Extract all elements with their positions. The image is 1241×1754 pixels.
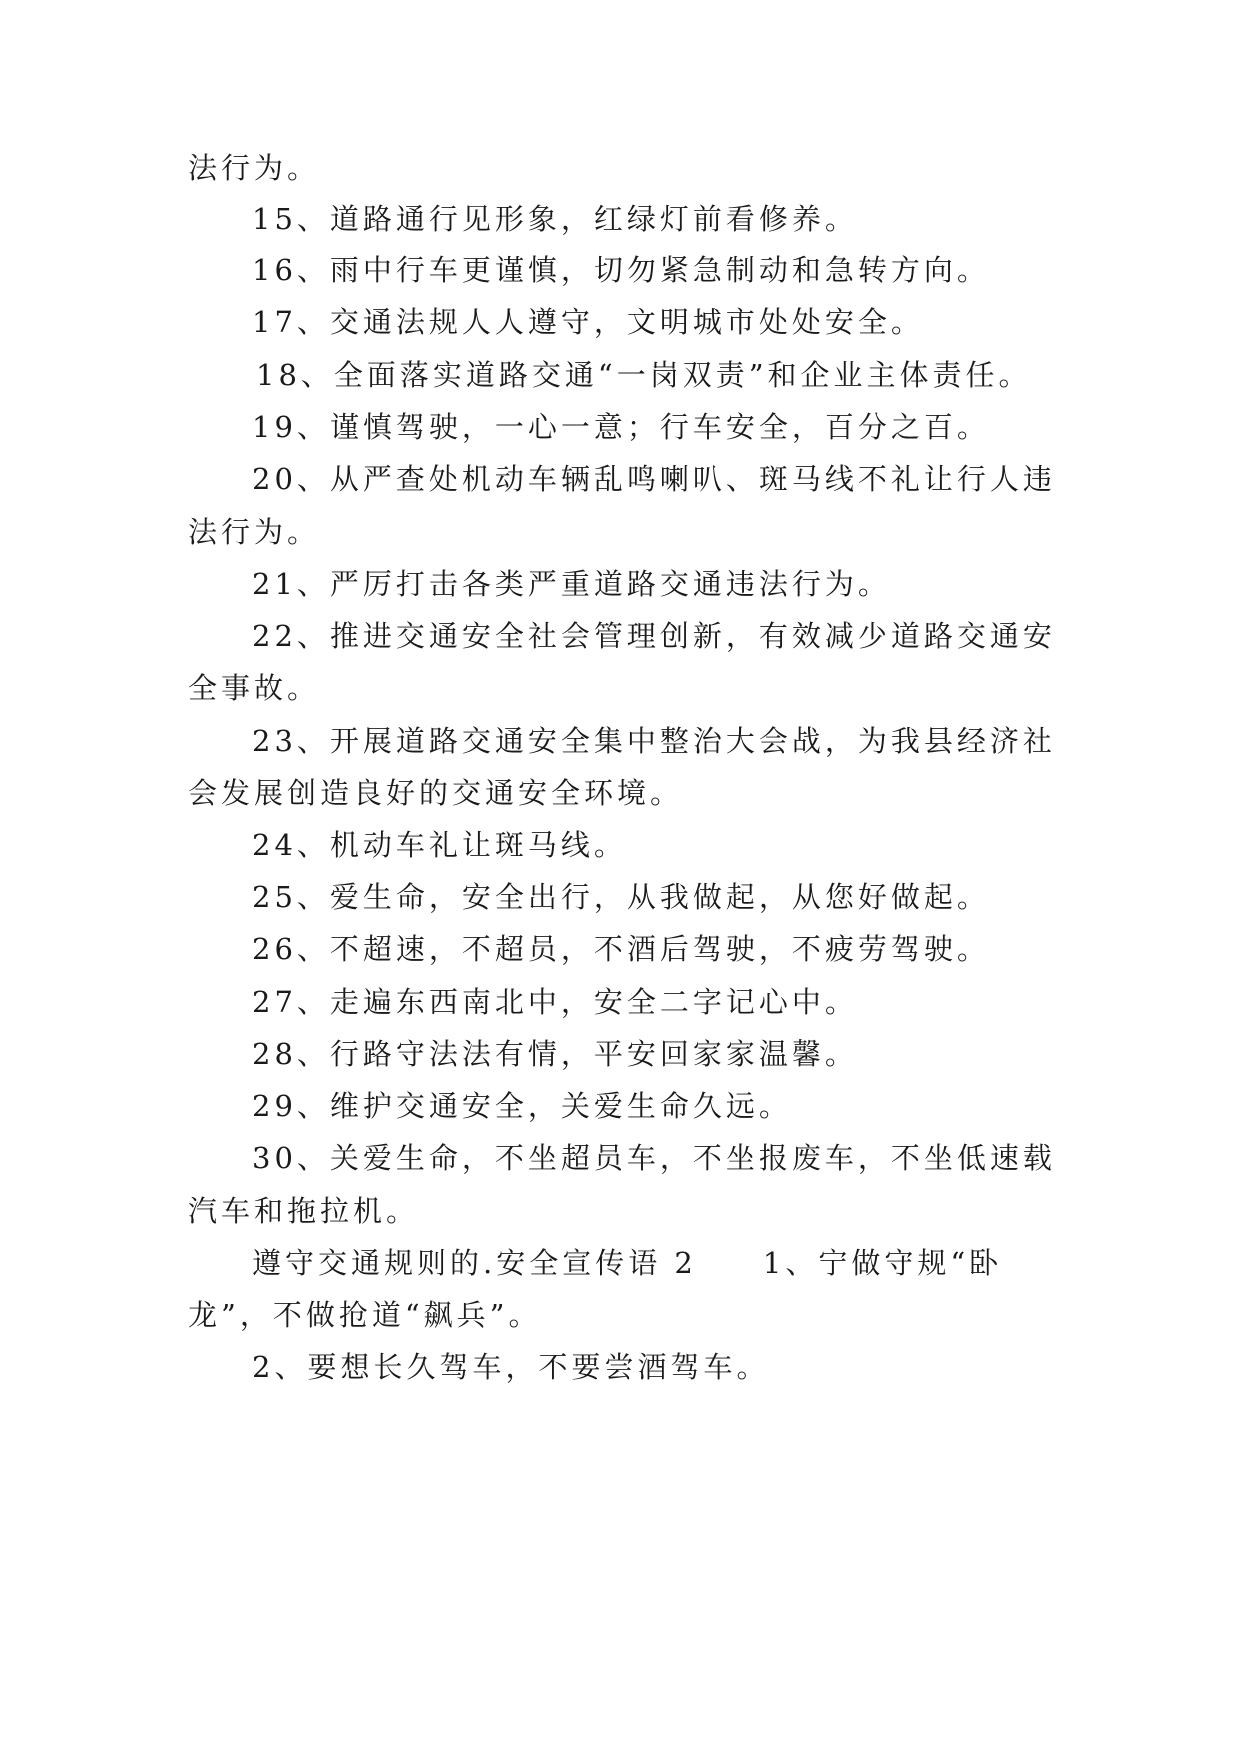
text-line: 22、推进交通安全社会管理创新，有效减少道路交通安 bbox=[252, 619, 1056, 653]
text-line: 25、爱生命，安全出行，从我做起，从您好做起。 bbox=[252, 880, 990, 914]
text-line: 龙”，不做抢道“飙兵”。 bbox=[188, 1298, 542, 1332]
text-line: 26、不超速，不超员，不酒后驾驶，不疲劳驾驶。 bbox=[252, 932, 990, 966]
text-line: 21、严厉打击各类严重道路交通违法行为。 bbox=[252, 567, 891, 601]
text-line: 24、机动车礼让斑马线。 bbox=[252, 828, 627, 862]
text-line: 28、行路守法法有情，平安回家家温馨。 bbox=[252, 1037, 858, 1071]
text-line: 17、交通法规人人遵守，文明城市处处安全。 bbox=[252, 305, 924, 339]
text-line: 汽车和拖拉机。 bbox=[188, 1194, 420, 1228]
text-line: 18、全面落实道路交通“一岗双责”和企业主体责任。 bbox=[256, 358, 1032, 392]
text-line: 20、从严查处机动车辆乱鸣喇叭、斑马线不礼让行人违 bbox=[252, 462, 1056, 496]
text-line: 15、道路通行见形象，红绿灯前看修养。 bbox=[252, 202, 858, 236]
text-line: 23、开展道路交通安全集中整治大会战，为我县经济社 bbox=[252, 724, 1056, 758]
text-line: 2、要想长久驾车，不要尝酒驾车。 bbox=[252, 1350, 770, 1384]
text-line: 19、谨慎驾驶，一心一意；行车安全，百分之百。 bbox=[252, 410, 990, 444]
text-line: 法行为。 bbox=[188, 151, 321, 185]
text-line: 遵守交通规则的.安全宣传语 2 1、宁做守规“卧 bbox=[252, 1246, 1003, 1280]
text-line: 会发展创造良好的交通安全环境。 bbox=[188, 776, 684, 810]
text-line: 法行为。 bbox=[188, 515, 321, 549]
text-line: 16、雨中行车更谨慎，切勿紧急制动和急转方向。 bbox=[252, 253, 990, 287]
text-line: 30、关爱生命，不坐超员车，不坐报废车，不坐低速载 bbox=[252, 1141, 1056, 1175]
text-line: 29、维护交通安全，关爱生命久远。 bbox=[252, 1089, 792, 1123]
text-line: 全事故。 bbox=[188, 671, 321, 705]
text-line: 27、走遍东西南北中，安全二字记心中。 bbox=[252, 985, 858, 1019]
